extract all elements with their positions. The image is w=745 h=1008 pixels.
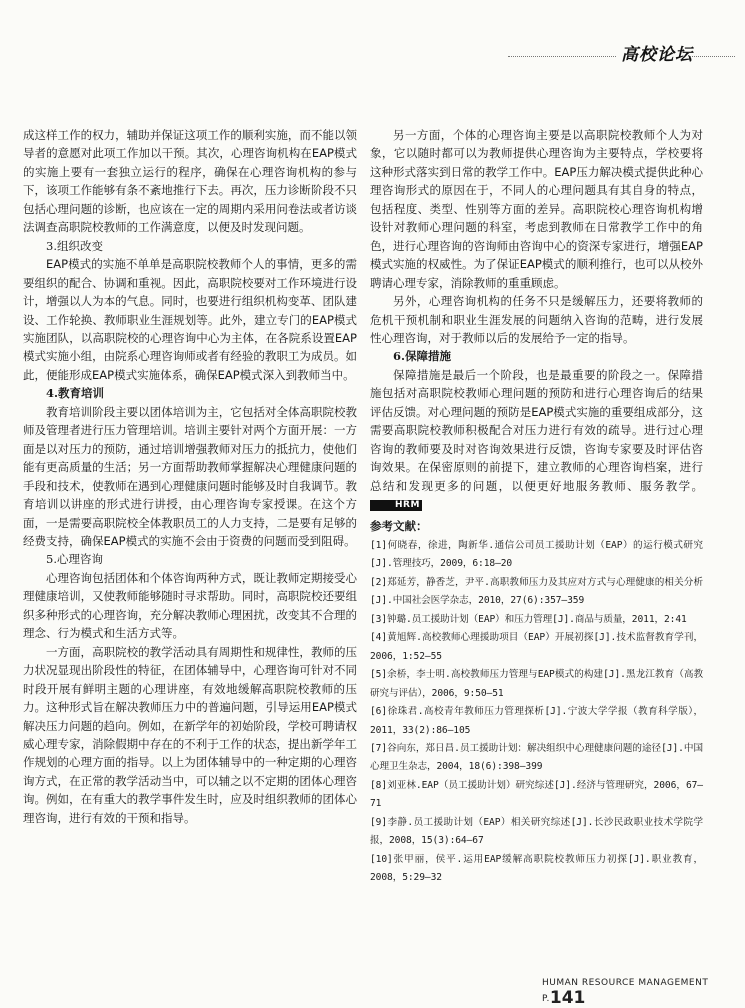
reference-item: [1]何晓春，徐进，陶新华.通信公司员工援助计划（EAP）的运行模式研究[J].管理技巧，2009，6:18—20 bbox=[370, 539, 703, 570]
page-number: 141 bbox=[549, 988, 586, 1008]
footer-page-prefix: P. bbox=[542, 994, 550, 1004]
references-list bbox=[370, 537, 703, 888]
reference-item: [7]谷向东，郑日昌.员工援助计划：解决组织中心理健康问题的途径[J].中国心理卫生杂志，2004，18(6):398—399 bbox=[370, 742, 703, 773]
reference-item: [10]张甲丽，侯平.运用EAP缓解高职院校教师压力初探[J].职业教育，2008，5:29—32 bbox=[370, 853, 703, 884]
right-paragraph-2: 另外，心理咨询机构的任务不只是缓解压力，还要将教师的危机干预机制和职业生涯发展的问题纳入咨询的范畴，进行发展性心理咨询，对于教师以后的发展给予一定的指导。 bbox=[370, 294, 703, 345]
right-paragraph-3-text: 保障措施是最后一个阶段，也是最重要的阶段之一。保障措施包括对高职院校教师心理问题的预防和进行心理咨询后的结果评估反馈。对心理问题的预防是EAP模式实施的重要组成部分，这需要高职院校教师积极配合对压力进行有效的疏导。进行过心理咨询的教师要及时对咨询效果进行反馈，咨询专家要及时评估咨询效果。在保密原则的前提下，建立教师的心理咨询档案，进行总结和发现更多的问题，以便更好地服务教师、服务教学。 bbox=[370, 367, 703, 493]
reference-item: [6]徐珠君.高校青年教师压力管理探析[J].宁波大学学报（教育科学版），2011，33(2):86—105 bbox=[370, 706, 703, 736]
page-footer bbox=[542, 978, 745, 1008]
footer-journal-name: HUMAN RESOURCE MANAGEMENT bbox=[542, 978, 709, 988]
heading-safeguards: 6.保障措施 bbox=[393, 349, 452, 364]
reference-item: [8]刘亚林.EAP（员工援助计划）研究综述[J].经济与管理研究，2006，67—71 bbox=[370, 779, 703, 810]
left-paragraph-4: 心理咨询包括团体和个体咨询两种方式，既让教师定期接受心理健康培训，又使教师能够随时寻求帮助。同时，高职院校还要组织多种形式的心理咨询，充分解决教师心理困扰，改变其不合理的理念、行为模式和生活方式等。 bbox=[23, 570, 357, 641]
left-paragraph-3: 教育培训阶段主要以团体培训为主，它包括对全体高职院校教师及管理者进行压力管理培训。培训主要针对两个方面开展：一方面是以对压力的预防，通过培训增强教师对压力的抵抗力，使他们能有更高质量的生活；另一方面帮助教师掌握解决心理健康问题的手段和技术，使教师在遇到心理健康问题时能够及时自我调节。教育培训以讲座的形式进行讲授，由心理咨询专家授课。在这个方面，一是需要高职院校全体教职员工的人力支持，二是要有足够的经费支持，确保EAP模式的实施不会由于资费的问题而受到阻碍。 bbox=[23, 404, 357, 548]
reference-item: [4]黄旭辉.高校教师心理援助项目（EAP）开展初探[J].技术监督教育学刊，2006，1:52—55 bbox=[370, 632, 703, 662]
header-dotted-rule-right bbox=[690, 56, 735, 57]
reference-item: [3]钟璐.员工援助计划（EAP）和压力管理[J].商品与质量，2011，2:41 bbox=[370, 613, 687, 625]
right-paragraph-3 bbox=[370, 366, 703, 514]
reference-item: [5]余桥，李士明.高校教师压力管理与EAP模式的构建[J].黑龙江教育（高教研究与评估），2006，9:50—51 bbox=[370, 669, 703, 699]
section-title: 高校论坛 bbox=[621, 45, 693, 65]
heading-organization-change: 3.组织改变 bbox=[46, 238, 103, 253]
left-paragraph-5: 一方面，高职院校的教学活动具有周期性和规律性，教师的压力状况显现出阶段性的特征，在团体辅导中，心理咨询可针对不同时段开展有鲜明主题的心理讲座，有效地缓解高职院校教师的压力。这种形式旨在解决教师压力中的普遍问题，引导运用EAP模式解决压力问题的趋向。例如，在新学年的初始阶段，学校可聘请权威心理专家，消除假期中存在的不利于工作的状态，提出新学年工作规划的心理方面的指导。以上为团体辅导中的一种定期的心理咨询方式，在正常的教学活动当中，可以辅之以不定期的团体心理咨询。例如，在有重大的教学事件发生时，应及时组织教师的团体心理咨询，进行有效的干预和指导。 bbox=[23, 644, 357, 825]
header-dotted-rule bbox=[508, 56, 616, 57]
references-title: 参考文献： bbox=[370, 518, 428, 533]
left-paragraph-2: EAP模式的实施不单单是高职院校教师个人的事情，更多的需要组织的配合、协调和重视。因此，高职院校要对工作环境进行设计，增强以人为本的气息。同时，也要进行组织机构变革、团队建设、工作轮换、教师职业生涯规划等。此外，建立专门的EAP模式实施团队，以高职院校的心理咨询中心为主体，在各院系设置EAP模式实施小组，由院系心理咨询师或者有经验的教职工为成员。如此，便能形成EAP模式实施体系，确保EAP模式深入到教师当中。 bbox=[23, 257, 357, 382]
right-paragraph-1: 另一方面，个体的心理咨询主要是以高职院校教师个人为对象，它以随时都可以为教师提供心理咨询为主要特点，学校要将这种形式落实到日常的教学工作中。EAP压力解决模式提供此种心理咨询形式的原因在于，不同人的心理问题具有其自身的特点，包括程度、类型、性别等方面的差异。高职院校心理咨询机构增设针对教师心理问题的科室，考虑到教师在日常教学工作中的角色，进行心理咨询的咨询师由咨询中心的资深专家进行，增强EAP模式实施的权威性。为了保证EAP模式的顺利推行，也可以从校外聘请心理专家，消除教师的重重顾虑。 bbox=[370, 128, 703, 290]
hrm-end-mark: HRM bbox=[370, 500, 422, 511]
left-column bbox=[23, 126, 357, 827]
heading-counseling: 5.心理咨询 bbox=[46, 552, 103, 567]
heading-education-training: 4.教育培训 bbox=[46, 386, 105, 401]
right-column bbox=[370, 126, 703, 888]
reference-item: [9]李静.员工援助计划（EAP）相关研究综述[J].长沙民政职业技术学院学报，2008，15(3):64—67 bbox=[370, 816, 703, 847]
reference-item: [2]郑延芳，静香芝，尹平.高职教师压力及其应对方式与心理健康的相关分析[J].中国社会医学杂志，2010，27(6):357—359 bbox=[370, 576, 703, 607]
left-paragraph-1: 成这样工作的权力，辅助并保证这项工作的顺利实施，而不能以领导者的意愿对此项工作加以干预。其次，心理咨询机构在EAP模式的实施上要有一套独立运行的程序，确保在心理咨询机构的参与下，该项工作能够有条不紊地推行下去。再次，压力诊断阶段不只包括心理问题的诊断，也应该在一定的周期内采用问卷法或者访谈法调查高职院校教师的工作满意度，以便及时发现问题。 bbox=[23, 128, 357, 235]
